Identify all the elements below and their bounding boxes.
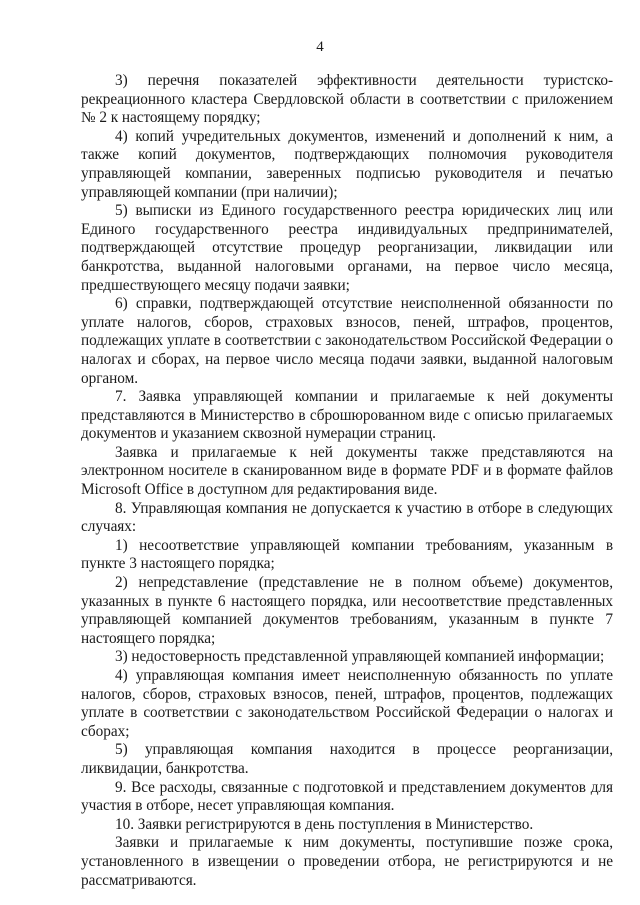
paragraph-late-applications: Заявки и прилагаемые к ним документы, поступившие позже срока, установленного в извещении о проведении отбора, не регистрируются и не рассматриваются.: [81, 834, 613, 889]
paragraph-item-3-performance-indicators: 3) перечня показателей эффективности деятельности туристско-рекреационного кластера Свердловской области в соответствии с приложением № 2 к настоящему порядку;: [81, 72, 613, 127]
paragraph-exclusion-3: 3) недостоверность представленной управляющей компанией информации;: [115, 648, 605, 666]
paragraph-clause-9-expenses: 9. Все расходы, связанные с подготовкой и представлением документов для участия в отборе, несет управляющая компания.: [81, 778, 613, 815]
paragraph-exclusion-1: 1) несоответствие управляющей компании требованиям, указанным в пункте 3 настоящего порядка;: [81, 536, 613, 573]
paragraph-clause-7-application: 7. Заявка управляющей компании и прилагаемые к ней документы представляются в Министерство в сброшюрованном виде с описью прилагаемых документов и указанием сквозной нумерации страниц.: [81, 388, 613, 443]
paragraph-exclusion-2: 2) непредставление (представление не в полном объеме) документов, указанных в пункте 6 настоящего порядка, или несоответствие представленных управляющей компанией документов требованиям, указанным в пункте 7 настоящего порядка;: [81, 574, 613, 647]
paragraph-exclusion-5: 5) управляющая компания находится в процессе реорганизации, ликвидации, банкротства.: [81, 741, 613, 777]
paragraph-exclusion-4: 4) управляющая компания имеет неисполненную обязанность по уплате налогов, сборов, страховых взносов, пеней, штрафов, процентов, подлежащих уплате в соответствии с законодательством Российской Федерации о налогах и сборах;: [81, 667, 613, 740]
paragraph-item-5-registry-extract: 5) выписки из Единого государственного реестра юридических лиц или Единого государственного реестра индивидуальных предпринимателей, подтверждающей отсутствие процедур реорганизации, ликвидации или банкротства, выданной налоговыми органами, на первое число месяца, предшествующего месяцу подачи заявки;: [81, 202, 613, 294]
paragraph-item-6-tax-certificate: 6) справки, подтверждающей отсутствие неисполненной обязанности по уплате налогов, сборов, страховых взносов, пеней, штрафов, процентов, подлежащих уплате в соответствии с законодательством Российской Федерации о налогах и сборах, на первое число месяца подачи заявки, выданной налоговым органом.: [81, 295, 613, 387]
paragraph-clause-8-exclusion: 8. Управляющая компания не допускается к участию в отборе в следующих случаях:: [81, 499, 613, 536]
paragraph-item-4-founding-documents: 4) копий учредительных документов, изменений и дополнений к ним, а также копий документов, подтверждающих полномочия руководителя управляющей компании, заверенных подписью руководителя и печатью управляющей компании (при наличии);: [81, 127, 613, 201]
paragraph-electronic-copy: Заявка и прилагаемые к ней документы также представляются на электронном носителе в сканированном виде в формате PDF и в формате файлов Microsoft Office в доступном для редактирования виде.: [81, 443, 613, 499]
paragraph-clause-10-registration: 10. Заявки регистрируются в день поступления в Министерство.: [115, 815, 534, 833]
document-body: [81, 72, 613, 890]
page-number: 4: [316, 39, 324, 55]
